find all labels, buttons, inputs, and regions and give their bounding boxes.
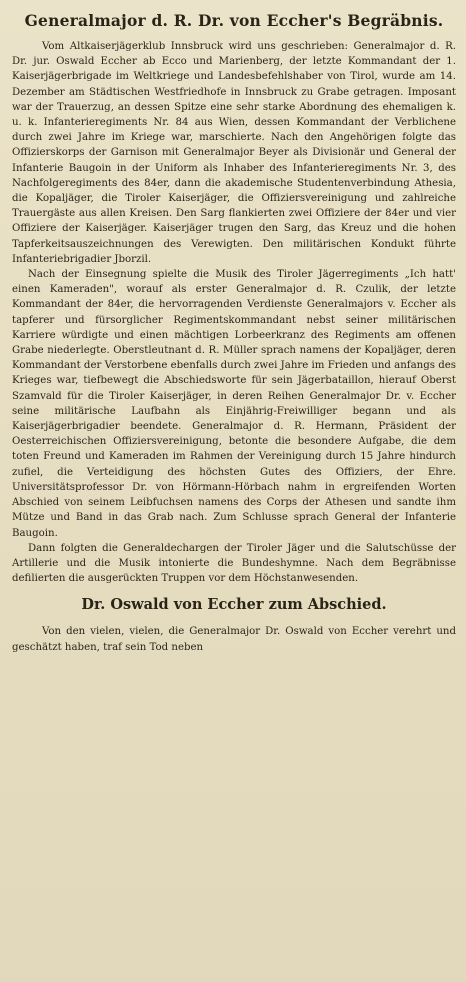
second-article-body	[12, 624, 456, 654]
article-paragraph: Nach der Einsegnung spielte die Musik des Tiroler Jägerregiments „Ich hatt' einen Kameraden", worauf als erster Generalmajor d. R. Czulik, der letzte Kommandant der 84er, die hervorragenden Verdienste Generalmajors v. Eccher als tapferer und fürsorglicher Regimentskommandant nebst seiner militärischen Karriere würdigte und einen mächtigen Lorbeerkranz des Regiments am offenen Grabe niederlegte. Oberstleutnant d. R. Müller sprach namens der Kopaljäger, deren Kommandant der Verstorbene ebenfalls durch zwei Jahre im Frieden und anfangs des Krieges war, tiefbewegt die Abschiedsworte für sein Jägerbataillon, hierauf Oberst Szamvald für die Tiroler Kaiserjäger, in deren Reihen Generalmajor Dr. v. Eccher seine militärische Laufbahn als Einjährig-Freiwilliger begann und als Kaiserjägerbrigadier beendete. Generalmajor d. R. Hermann, Präsident der Oesterreichischen Offiziersvereinigung, betonte die besondere Aufgabe, die dem toten Freund und Kameraden im Rahmen der Vereinigung durch 15 Jahre hindurch zufiel, die Verteidigung des höchsten Gutes des Offiziers, der Ehre. Universitätsprofessor Dr. von Hörmann-Hörbach nahm in ergreifenden Worten Abschied von seinem Leibfuchsen namens des Corps der Athesen und sandte ihm Mütze und Band in das Grab nach. Zum Schlusse sprach General der Infanterie Baugoin.	[12, 269, 456, 539]
article-body	[12, 39, 456, 586]
second-article-headline: Dr. Oswald von Eccher zum Abschied.	[81, 596, 387, 614]
article-paragraph: Von den vielen, vielen, die Generalmajor Dr. Oswald von Eccher verehrt und geschätzt haben, traf sein Tod neben	[12, 626, 456, 653]
article-headline: Generalmajor d. R. Dr. von Eccher's Begräbnis.	[24, 11, 444, 30]
article-paragraph: Vom Altkaiserjägerklub Innsbruck wird uns geschrieben: Generalmajor d. R. Dr. jur. Oswald Eccher ab Ecco und Marienberg, der letzte Kommandant der 1. Kaiserjägerbrigade im Weltkriege und Landesbefehlshaber von Tirol, wurde am 14. Dezember am Städtischen Westfriedhofe in Innsbruck zu Grabe getragen. Imposant war der Trauerzug, an dessen Spitze eine sehr starke Abordnung des ehemaligen k. u. k. Infanterieregiments Nr. 84 aus Wien, dessen Kommandant der Verblichene durch zwei Jahre im Kriege war, marschierte. Nach den Angehörigen folgte das Offizierskorps der Garnison mit Generalmajor Beyer als Divisionär und General der Infanterie Baugoin in der Uniform als Inhaber des Infanterieregiments Nr. 3, des Nachfolgeregiments des 84er, dann die akademische Studentenverbindung Athesia, die Kopaljäger, die Tiroler Kaiserjäger, die Offiziersvereinigung und zahlreiche Trauergäste aus allen Kreisen. Den Sarg flankierten zwei Offiziere der 84er und vier Offiziere der Kaiserjäger. Kaiserjäger trugen den Sarg, das Kreuz und die hohen Tapferkeitsauszeichnungen des Verewigten. Den militärischen Kondukt führte Infanteriebrigadier Jborzil.	[12, 41, 456, 265]
article-paragraph: Dann folgten die Generaldechargen der Tiroler Jäger und die Salutschüsse der Artillerie und die Musik intonierte die Bundeshymne. Nach dem Begräbnisse defilierten die ausgerückten Truppen vor dem Höchstanwesenden.	[12, 542, 456, 585]
